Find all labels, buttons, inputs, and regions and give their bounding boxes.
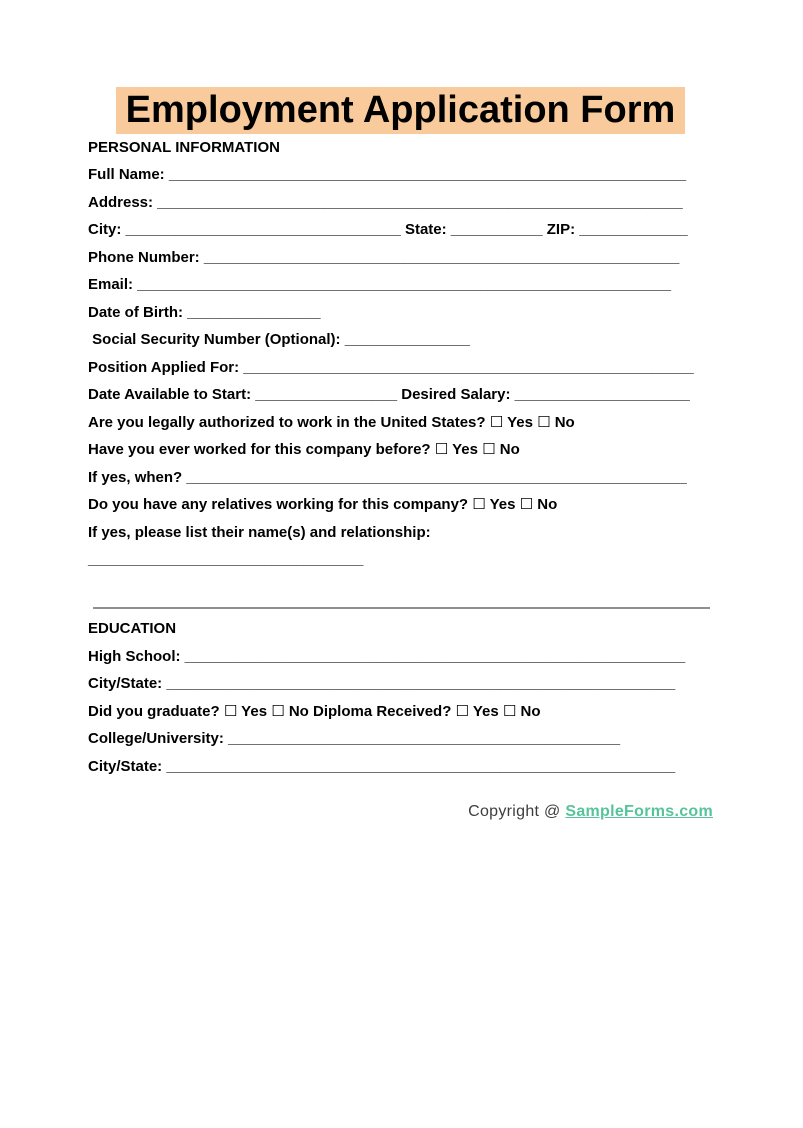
field-position-applied-for: Position Applied For: ______________________________________________________ xyxy=(88,358,694,376)
question-did-you-graduate: Did you graduate? ☐ Yes ☐ No Diploma Received? ☐ Yes ☐ No xyxy=(88,702,541,720)
question-relatives: Do you have any relatives working for this company? ☐ Yes ☐ No xyxy=(88,496,558,514)
copyright-text: Copyright @ xyxy=(468,803,566,821)
field-phone-number: Phone Number: _________________________________________________________ xyxy=(88,248,680,266)
divider-line xyxy=(88,588,713,616)
footer-link[interactable]: SampleForms.com xyxy=(565,803,713,821)
field-date-of-birth: Date of Birth: ________________ xyxy=(88,303,321,321)
question-legally-authorized: Are you legally authorized to work in the United States? ☐ Yes ☐ No xyxy=(88,413,575,431)
field-address: Address: _______________________________________________________________ xyxy=(88,193,683,211)
field-college-city-state: City/State: _____________________________________________________________ xyxy=(88,757,676,775)
blank-relatives-list: _________________________________ xyxy=(88,551,364,569)
label-relatives-list: If yes, please list their name(s) and relationship: xyxy=(88,523,431,541)
field-email: Email: ________________________________________________________________ xyxy=(88,276,672,294)
divider-rule xyxy=(93,607,710,609)
field-city-state-zip: City: _________________________________ State: ___________ ZIP: _____________ xyxy=(88,221,688,239)
field-college-university: College/University: _______________________________________________ xyxy=(88,730,621,748)
field-hs-city-state: City/State: _____________________________________________________________ xyxy=(88,675,676,693)
field-if-yes-when: If yes, when? ____________________________________________________________ xyxy=(88,468,687,486)
document-page xyxy=(0,87,803,1128)
field-ssn: Social Security Number (Optional): _______________ xyxy=(88,331,470,349)
section-heading-personal: PERSONAL INFORMATION xyxy=(88,138,280,156)
title-row xyxy=(88,87,713,134)
section-heading-education: EDUCATION xyxy=(88,620,177,638)
field-date-available-desired-salary: Date Available to Start: _________________ Desired Salary: _____________________ xyxy=(88,386,690,404)
question-worked-before: Have you ever worked for this company before? ☐ Yes ☐ No xyxy=(88,441,520,459)
field-full-name: Full Name: ______________________________________________________________ xyxy=(88,166,687,184)
page-title: Employment Application Form xyxy=(116,87,686,134)
field-high-school: High School: ____________________________________________________________ xyxy=(88,647,686,665)
footer xyxy=(88,798,713,826)
